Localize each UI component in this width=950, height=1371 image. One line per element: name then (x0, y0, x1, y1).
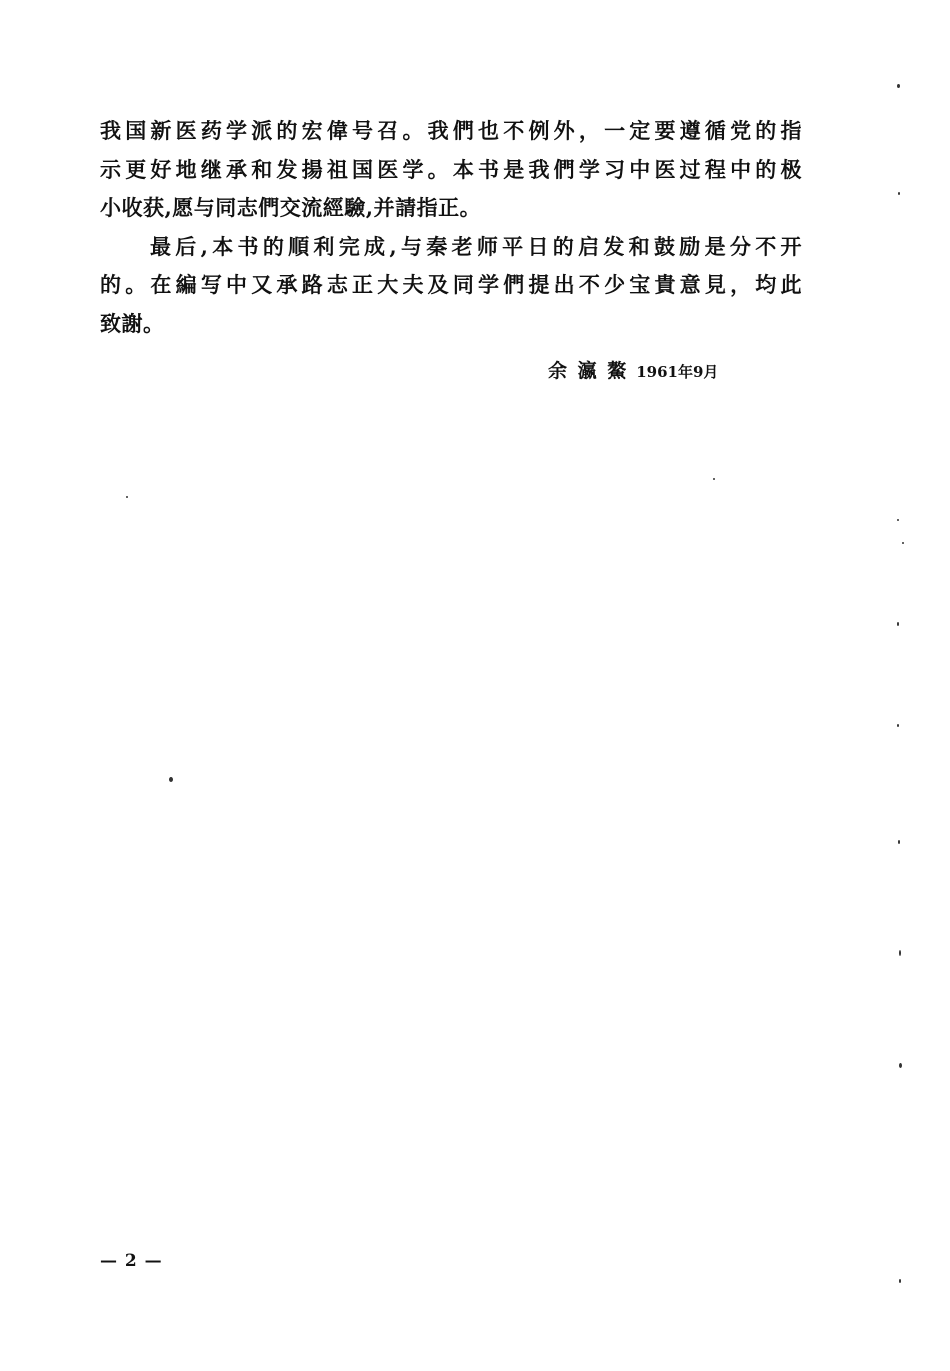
text-line: 我国新医药学派的宏偉号召。我們也不例外，一定要遵循党的指 (100, 118, 802, 143)
scan-speck (899, 950, 901, 956)
scan-speck (713, 478, 715, 480)
scan-speck (898, 840, 900, 844)
signature-date: 1961年9月 (636, 363, 719, 381)
text-line: 致謝。 (100, 310, 165, 336)
scan-speck (897, 724, 899, 727)
scan-speck (169, 777, 173, 782)
page-number: — 2 — (100, 1251, 163, 1271)
author-signature (548, 356, 718, 383)
text-line: 小收获,愿与同志們交流經驗,并請指正。 (100, 195, 482, 220)
scan-speck (902, 542, 904, 544)
scan-speck (897, 84, 900, 88)
text-line: 最后,本书的順利完成,与秦老师平日的启发和鼓励是分不开 (150, 233, 802, 259)
scan-speck (899, 1063, 902, 1068)
scan-speck (898, 192, 900, 195)
text-line: 的。在編写中又承路志正大夫及同学們提出不少宝貴意見，均此 (100, 272, 802, 297)
text-line: 示更好地继承和发揚祖国医学。本书是我們学习中医过程中的极 (100, 156, 802, 182)
author-name: 余 瀛 鰲 (548, 360, 629, 382)
scan-speck (899, 1279, 901, 1283)
scan-speck (897, 622, 899, 626)
paragraph-1 (100, 112, 802, 228)
scan-speck (897, 519, 899, 521)
scan-speck (126, 496, 128, 498)
body-text (100, 112, 802, 343)
paragraph-2 (100, 228, 802, 344)
